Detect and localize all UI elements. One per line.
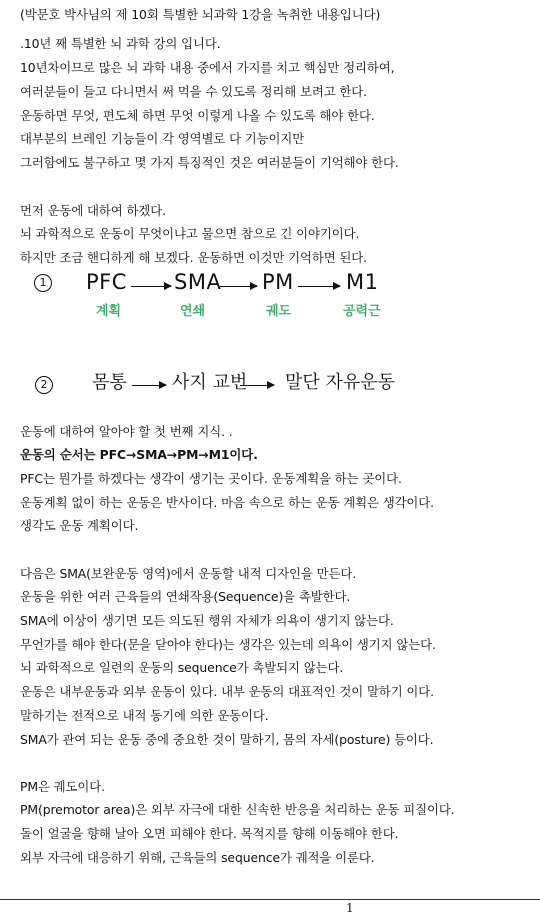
doc-line-15: 생각도 운동 계획이다. xyxy=(20,518,139,533)
term-pfc: PFC xyxy=(86,270,127,294)
arrow-right-icon xyxy=(298,286,340,287)
page-number: 1 xyxy=(346,901,354,915)
doc-line-13: PFC는 뭔가를 하겠다는 생각이 생기는 곳이다. 운동계획을 하는 곳이다. xyxy=(20,471,402,486)
doc-line-27: 외부 자극에 대응하기 위해, 근육들의 sequence가 궤적을 이룬다. xyxy=(20,850,375,865)
doc-line-25: PM(premotor area)은 외부 자극에 대한 신속한 반응을 처리하는 운동 피질이다. xyxy=(20,802,455,817)
arrow-right-icon xyxy=(132,385,166,386)
doc-line-11: 운동에 대하여 알아야 할 첫 번째 지식. . xyxy=(20,424,233,439)
doc-line-23: SMA가 관여 되는 운동 중에 중요한 것이 말하기, 몸의 자세(posture) 등이다. xyxy=(20,732,434,747)
doc-line-1: (박문호 박사님의 제 10회 특별한 뇌과학 1강을 녹취한 내용입니다) xyxy=(20,7,381,22)
footer-divider xyxy=(0,899,540,900)
arrow-right-icon xyxy=(220,286,257,287)
doc-line-22: 말하기는 전적으로 내적 동기에 의한 운동이다. xyxy=(20,708,269,723)
circle-number-2: 2 xyxy=(35,376,53,394)
term-distal-free-movement: 말단 자유운동 xyxy=(285,372,396,393)
doc-line-6: 대부분의 브레인 기능들이 각 영역별로 다 기능이지만 xyxy=(20,131,305,146)
term-limb-alternation: 사지 교번 xyxy=(172,372,248,393)
doc-line-18: SMA에 이상이 생기면 모든 의도된 행위 자체가 의욕이 생기지 않는다. xyxy=(20,613,394,628)
term-pm: PM xyxy=(262,270,294,294)
doc-line-14: 운동계획 없이 하는 운동은 반사이다. 마음 속으로 하는 운동 계획은 생각이다. xyxy=(20,495,435,510)
arrow-right-icon xyxy=(240,385,274,386)
doc-line-4: 여러분들이 들고 다니면서 써 먹을 수 있도록 정리해 보려고 한다. xyxy=(20,84,367,99)
term-m1: M1 xyxy=(346,270,379,294)
term-sma: SMA xyxy=(174,270,222,294)
doc-line-17: 운동을 위한 여러 근육들의 연쇄작용(Sequence)을 촉발한다. xyxy=(20,589,351,604)
doc-line-10: 하지만 조금 핸디하게 해 보겠다. 운동하면 이것만 기억하면 된다. xyxy=(20,250,367,265)
doc-line-2: .10년 째 특별한 뇌 과학 강의 입니다. xyxy=(20,36,221,51)
doc-line-19: 무언가를 해야 한다(문을 닫아야 한다)는 생각은 있는데 의욕이 생기지 않는다. xyxy=(20,637,436,652)
doc-line-21: 운동은 내부운동과 외부 운동이 있다. 내부 운동의 대표적인 것이 말하기 이다. xyxy=(20,684,435,699)
doc-line-24: PM은 궤도이다. xyxy=(20,779,105,794)
doc-line-20: 뇌 과학적으로 일련의 운동의 sequence가 촉발되지 않는다. xyxy=(20,660,344,675)
doc-line-16: 다음은 SMA(보완운동 영역)에서 운동할 내적 디자인을 만든다. xyxy=(20,566,357,581)
doc-line-8: 먼저 운동에 대하여 하겠다. xyxy=(20,203,166,218)
doc-line-9: 뇌 과학적으로 운동이 무엇이냐고 물으면 참으로 긴 이야기이다. xyxy=(20,226,360,241)
doc-line-12: 운동의 순서는 PFC→SMA→PM→M1이다. xyxy=(20,447,258,462)
term-trunk: 몸통 xyxy=(92,372,127,393)
doc-line-7: 그러함에도 불구하고 몇 가지 특징적인 것은 여러분들이 기억해야 한다. xyxy=(20,155,399,170)
label-muscle: 공력근 xyxy=(343,304,381,319)
arrow-right-icon xyxy=(131,286,171,287)
label-chain: 연쇄 xyxy=(180,304,206,319)
circle-number-1: 1 xyxy=(34,274,52,292)
doc-line-5: 운동하면 무엇, 편도체 하면 무엇 이렇게 나올 수 있도록 해야 한다. xyxy=(20,108,375,123)
label-plan: 계획 xyxy=(96,304,122,319)
doc-line-3: 10년차이므로 많은 뇌 과학 내용 중에서 가지를 치고 핵심만 정리하여, xyxy=(20,60,395,75)
label-orbit: 궤도 xyxy=(266,304,292,319)
doc-line-26: 돌이 얼굴을 향해 날아 오면 피해야 한다. 목적지를 향해 이동해야 한다. xyxy=(20,826,399,841)
